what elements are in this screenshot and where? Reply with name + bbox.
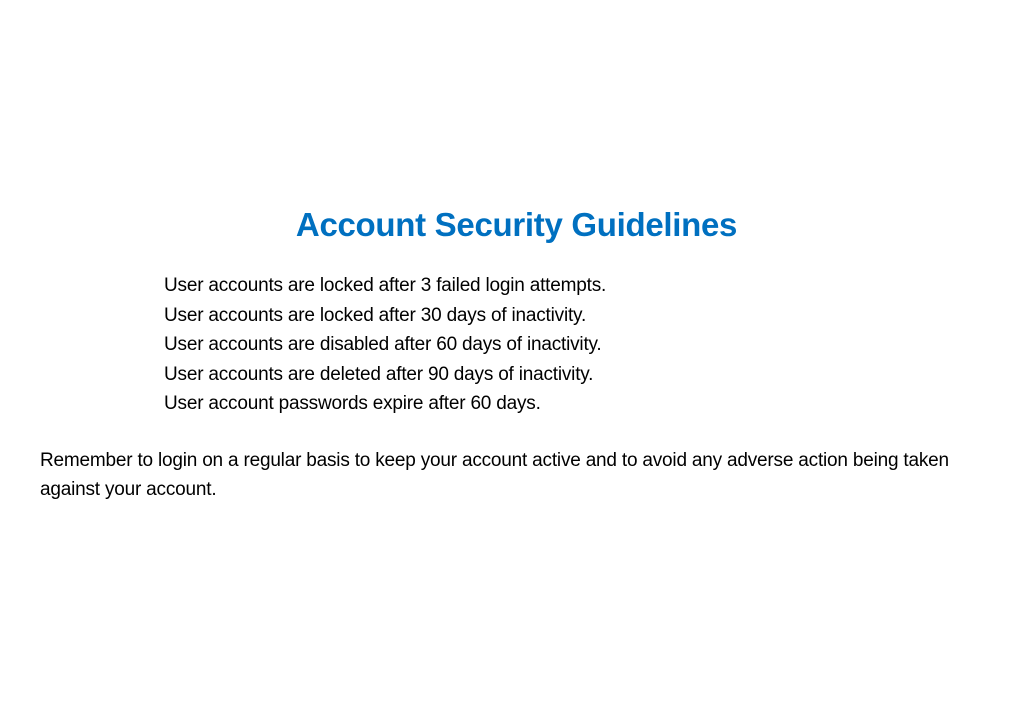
rule-item: User accounts are deleted after 90 days of inactivity. <box>164 363 594 385</box>
rule-item: User account passwords expire after 60 days. <box>164 393 541 414</box>
reminder-paragraph: Remember to login on a regular basis to keep your account active and to avoid any adverse action being taken against your account. <box>40 450 949 500</box>
security-rules-list <box>164 271 606 419</box>
rule-item: User accounts are locked after 30 days of inactivity. <box>164 304 587 326</box>
slide-title: Account Security Guidelines <box>295 206 738 243</box>
rule-item: User accounts are locked after 3 failed login attempts. <box>164 275 607 296</box>
rule-item: User accounts are disabled after 60 days of inactivity. <box>164 334 602 355</box>
